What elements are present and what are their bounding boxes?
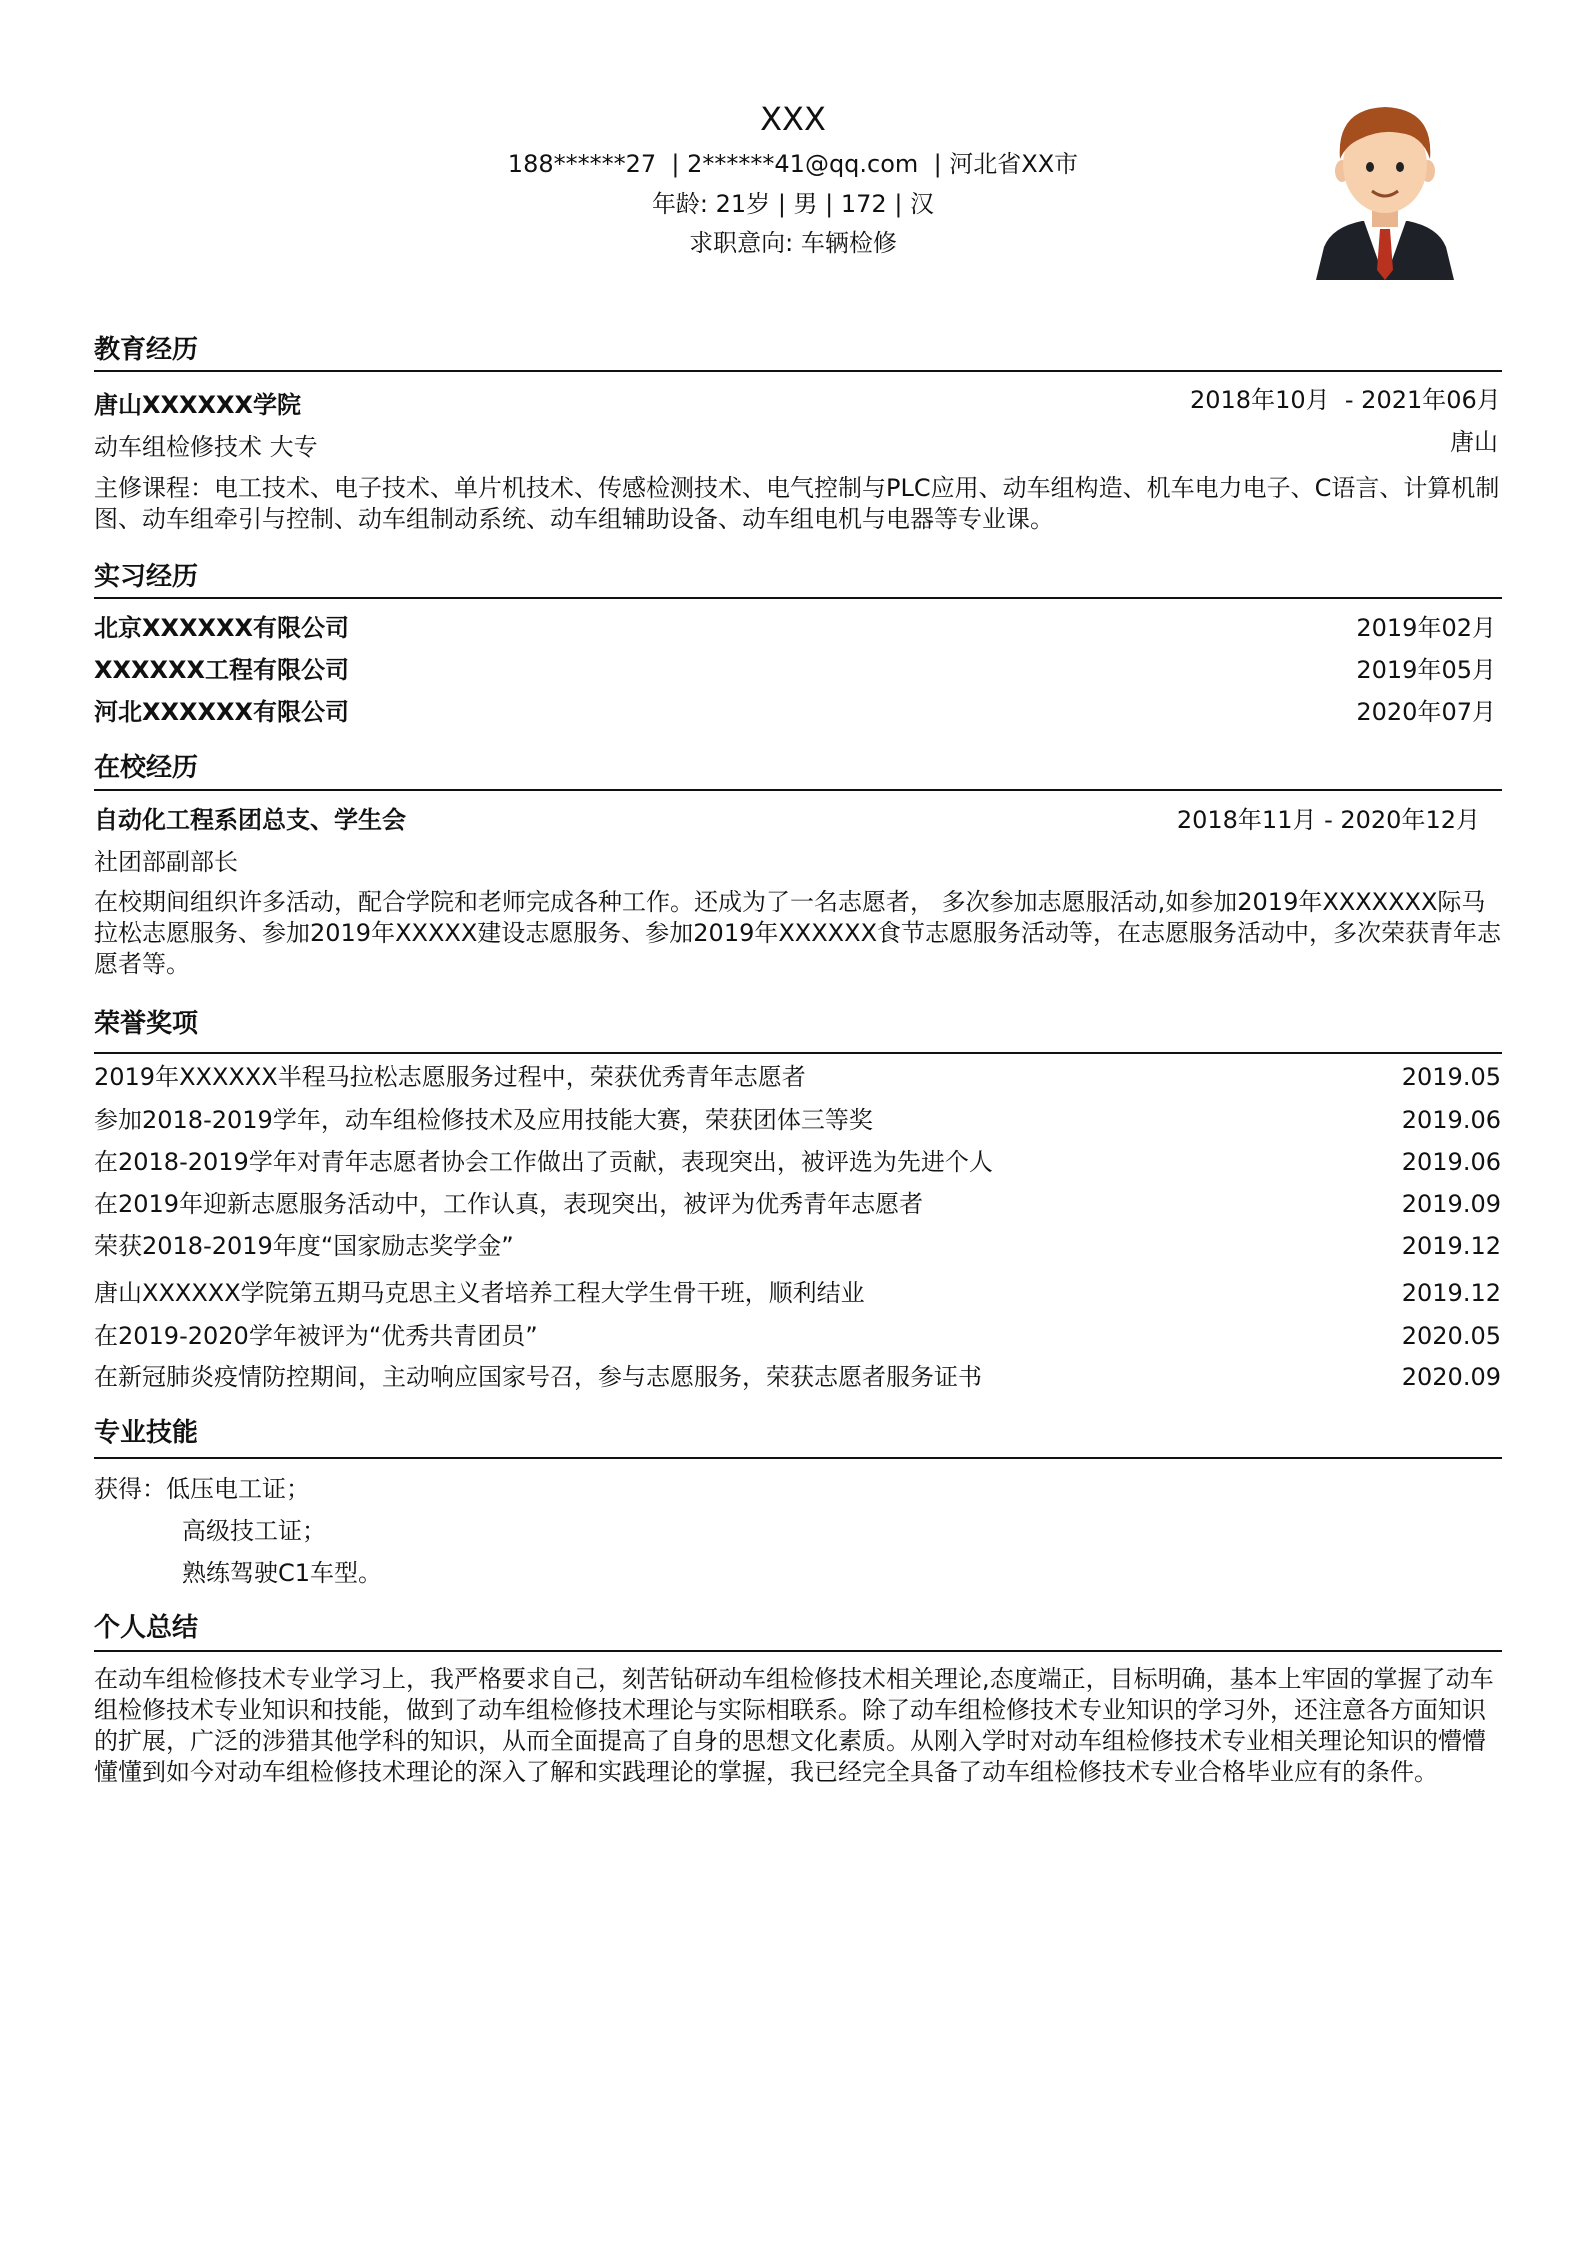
honor-item: 2019年XXXXXX半程马拉松志愿服务过程中，荣获优秀青年志愿者 [94,1063,806,1091]
honor-date: 2019.06 [1401,1106,1501,1134]
honor-date: 2019.05 [1401,1063,1501,1091]
skill-line: 熟练驾驶C1车型。 [182,1559,383,1587]
honor-item: 参加2018-2019学年，动车组检修技术及应用技能大赛，荣获团体三等奖 [94,1106,873,1134]
location: 河北省XX市 [949,150,1079,178]
internship-date: 2019年05月 [1356,656,1496,684]
gender: 男 [793,190,818,218]
contact-line: 188******27 | 2******41@qq.com | 河北省XX市 [507,150,1079,178]
honor-item: 唐山XXXXXX学院第五期马克思主义者培养工程大学生骨干班，顺利结业 [94,1279,865,1307]
section-title-internship: 实习经历 [94,562,199,592]
campus-date: 2018年11月 - 2020年12月 [1176,806,1480,834]
honor-date: 2019.09 [1401,1190,1501,1218]
section-divider [94,789,1502,791]
education-end: 2021年06月 [1361,386,1501,414]
education-start: 2018年10月 [1190,386,1330,414]
basic-info-line: 年龄: 21岁 | 男 | 172 | 汉 [651,190,935,218]
avatar-eye-right [1396,162,1404,172]
resume-name: XXX [760,100,826,138]
honor-date: 2019.12 [1401,1279,1501,1307]
section-divider [94,1457,1502,1459]
section-title-education: 教育经历 [94,335,199,365]
section-title-honors: 荣誉奖项 [94,1009,199,1039]
honor-date: 2019.12 [1401,1232,1501,1260]
section-title-campus: 在校经历 [94,753,199,783]
skill-line: 高级技工证； [182,1517,326,1545]
internship-company: 河北XXXXXX有限公司 [94,698,350,726]
summary-text: 在动车组检修技术专业学习上，我严格要求自己，刻苦钻研动车组检修技术相关理论,态度端正，目标明确，基本上牢固的掌握了动车组检修技术专业知识和技能，做到了动车组检修技术理论与实际相联系。除了动车组检修技术专业知识的学习外，还注意各方面知识的扩展，广泛的涉猎其他学科的知识，从而全面提高了自身的思想文化素质。从刚入学时对动车组检修技术专业相关理论知识的懵懵懂懂到如今对动车组检修技术理论的深入了解和实践理论的掌握，我已经完全具备了动车组检修技术专业合格毕业应有的条件。 [94,1665,1494,1786]
internship-date: 2020年07月 [1356,698,1496,726]
section-divider [94,597,1502,599]
school-name: 唐山XXXXXX学院 [94,391,302,419]
phone: 188******27 [507,150,657,178]
section-title-summary: 个人总结 [94,1613,199,1643]
school-city: 唐山 [1450,428,1498,456]
honor-date: 2020.09 [1401,1363,1501,1391]
education-dates: 2018年10月 - 2021年06月 [1190,386,1501,414]
section-title-skills: 专业技能 [94,1418,199,1448]
campus-org: 自动化工程系团总支、学生会 [94,806,406,834]
internship-company: 北京XXXXXX有限公司 [94,614,350,642]
honor-item: 在2019年迎新志愿服务活动中，工作认真，表现突出，被评为优秀青年志愿者 [94,1190,924,1218]
section-divider [94,370,1502,372]
section-divider [94,1650,1502,1652]
age: 年龄: 21岁 [651,190,771,218]
courses: 主修课程：电工技术、电子技术、单片机技术、传感检测技术、电气控制与PLC应用、动车组构造、机车电力电子、C语言、计算机制图、动车组牵引与控制、动车组制动系统、动车组辅助设备、动车组电机与电器等专业课。 [94,474,1500,533]
major: 动车组检修技术 大专 [94,433,318,461]
honor-date: 2019.06 [1401,1148,1501,1176]
honor-date: 2020.05 [1401,1322,1501,1350]
email: 2******41@qq.com [687,150,919,178]
internship-company: XXXXXX工程有限公司 [94,656,350,684]
avatar-eye-left [1366,162,1374,172]
ethnicity: 汉 [910,190,935,218]
job-intent: 求职意向: 车辆检修 [689,229,897,257]
honor-item: 荣获2018-2019年度“国家励志奖学金” [94,1232,514,1260]
section-divider [94,1052,1502,1054]
avatar [1310,95,1460,280]
campus-role: 社团部副部长 [94,848,238,876]
height: 172 [840,190,887,218]
campus-description: 在校期间组织许多活动，配合学院和老师完成各种工作。还成为了一名志愿者， 多次参加志愿服活动,如参加2019年XXXXXXX际马拉松志愿服务、参加2019年XXXXX建设志愿服务、参加2019年XXXXXX食节志愿服务活动等，在志愿服务活动中，多次荣获青年志愿者等。 [94,888,1502,978]
honor-item: 在2018-2019学年对青年志愿者协会工作做出了贡献，表现突出，被评选为先进个人 [94,1148,993,1176]
skill-line: 获得：低压电工证； [94,1475,310,1503]
honor-item: 在2019-2020学年被评为“优秀共青团员” [94,1322,538,1350]
honor-item: 在新冠肺炎疫情防控期间，主动响应国家号召，参与志愿服务，荣获志愿者服务证书 [94,1363,982,1391]
internship-date: 2019年02月 [1356,614,1496,642]
